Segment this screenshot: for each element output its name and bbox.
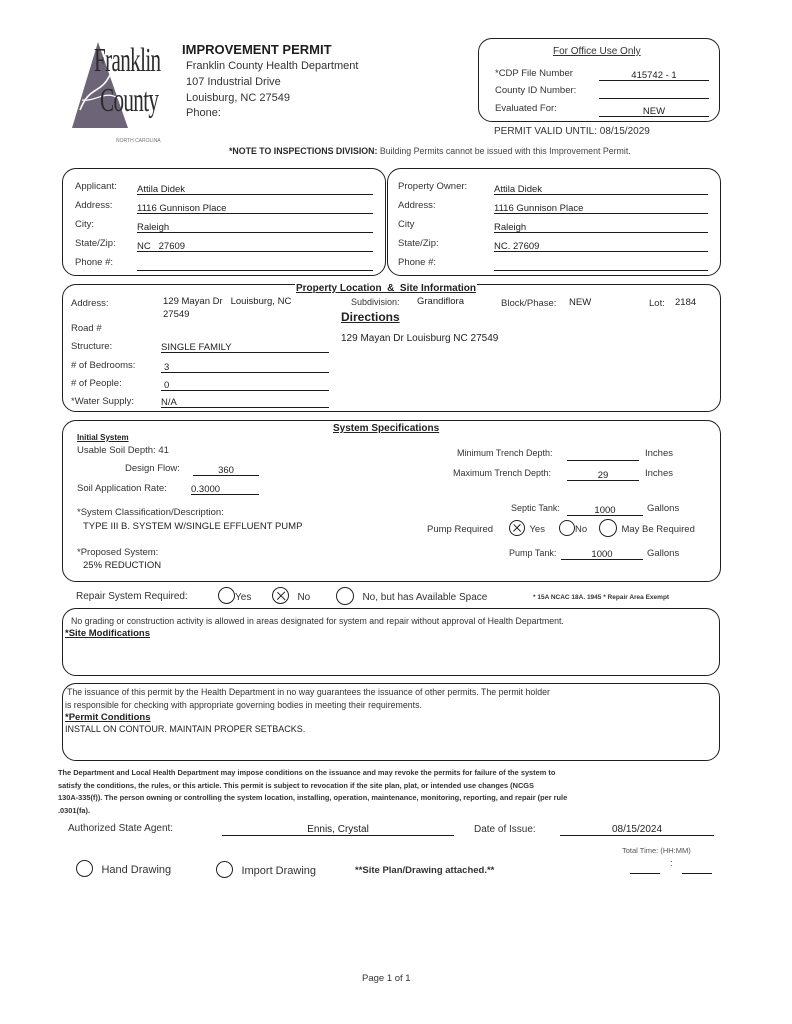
- office-use-box: [478, 38, 720, 122]
- owner-name-label: Property Owner:: [398, 181, 468, 192]
- repair-option-yes[interactable]: Yes: [218, 587, 251, 605]
- legal-line-4: .0301(fa).: [58, 805, 91, 815]
- total-time-hours[interactable]: [630, 862, 660, 874]
- min-trench-field: [567, 445, 639, 461]
- min-trench-label: Minimum Trench Depth:: [457, 448, 553, 458]
- county-id-label: County ID Number:: [495, 85, 577, 96]
- classification-label: *System Classification/Description:: [77, 507, 224, 518]
- import-drawing-option[interactable]: Import Drawing: [216, 861, 316, 879]
- applicant-phone-label: Phone #:: [75, 257, 114, 268]
- usable-soil-depth: Usable Soil Depth: 41: [77, 445, 169, 456]
- bedrooms-field: 3: [161, 357, 329, 373]
- applicant-city-field: Raleigh: [137, 217, 373, 233]
- property-address-line1: 129 Mayan Dr Louisburg, NC: [163, 296, 292, 307]
- evaluated-for-label: Evaluated For:: [495, 103, 557, 114]
- total-time-sep: :: [670, 858, 673, 869]
- system-box: [62, 420, 721, 582]
- issuance-notice-1: The issuance of this permit by the Health Department in no way guarantees the issuance of other permits. The permit holder: [67, 687, 550, 697]
- owner-box: [387, 168, 721, 276]
- permit-valid-until: PERMIT VALID UNTIL: 08/15/2029: [494, 126, 650, 137]
- department-street: 107 Industrial Drive: [186, 76, 281, 88]
- max-trench-label: Maximum Trench Depth:: [453, 468, 552, 478]
- property-address-line2: 27549: [163, 309, 190, 320]
- proposed-system-value: 25% REDUCTION: [83, 560, 162, 571]
- owner-statezip-field: NC. 27609: [494, 236, 708, 252]
- grading-notice: No grading or construction activity is allowed in areas designated for system and repair without approval of Health Department.: [71, 616, 564, 626]
- legal-line-2: satisfy the conditions, the rules, or this article. This permit is subject to revocation if the site plan, plat, or intended use changes (NCGS: [58, 780, 534, 790]
- owner-address-field: 1116 Gunnison Place: [494, 198, 708, 214]
- repair-no-radio[interactable]: [272, 587, 289, 604]
- block-phase-label: Block/Phase:: [501, 298, 557, 309]
- repair-space-radio[interactable]: [336, 587, 354, 605]
- hand-drawing-option[interactable]: Hand Drawing: [76, 860, 171, 878]
- date-issue-field: 08/15/2024: [560, 819, 714, 836]
- proposed-system-label: *Proposed System:: [77, 547, 159, 558]
- agent-field: Ennis, Crystal: [222, 819, 454, 836]
- system-heading: System Specifications: [333, 423, 440, 434]
- pump-maybe-radio[interactable]: [599, 519, 617, 537]
- cdp-file-label: *CDP File Number: [495, 68, 573, 79]
- site-modifications-heading: *Site Modifications: [65, 628, 150, 639]
- applicant-statezip-field: NC 27609: [137, 236, 373, 252]
- max-trench-unit: Inches: [645, 468, 673, 479]
- department-name: Franklin County Health Department: [186, 60, 359, 72]
- septic-tank-label: Septic Tank:: [511, 503, 560, 513]
- road-label: Road #: [71, 323, 102, 334]
- inspection-note: [229, 146, 631, 156]
- total-time-minutes[interactable]: [682, 862, 712, 874]
- design-flow-label: Design Flow:: [125, 463, 180, 474]
- soil-rate-label: Soil Application Rate:: [77, 483, 167, 494]
- import-drawing-radio[interactable]: [216, 861, 233, 878]
- applicant-box: [62, 168, 386, 276]
- applicant-name-field: Attila Didek: [137, 179, 373, 195]
- pump-tank-label: Pump Tank:: [509, 548, 557, 558]
- logo-county: County: [100, 82, 159, 119]
- office-use-title: For Office Use Only: [553, 46, 641, 57]
- repair-yes-radio[interactable]: [218, 587, 235, 604]
- septic-tank-unit: Gallons: [647, 503, 680, 514]
- owner-address-label: Address:: [398, 200, 436, 211]
- permit-conditions-text: INSTALL ON CONTOUR. MAINTAIN PROPER SETBACKS.: [65, 724, 306, 734]
- water-supply-label: *Water Supply:: [71, 396, 135, 407]
- pump-option-yes[interactable]: Yes: [509, 519, 545, 537]
- pump-no-radio[interactable]: [559, 520, 575, 536]
- repair-required-label: Repair System Required:: [76, 591, 188, 602]
- legal-text: [58, 767, 567, 817]
- issuance-notice-2: is responsible for checking with appropriate governing bodies in meeting their requirements.: [65, 700, 422, 710]
- applicant-address-label: Address:: [75, 200, 113, 211]
- site-plan-attached: **Site Plan/Drawing attached.**: [355, 865, 495, 876]
- department-phone-label: Phone:: [186, 107, 221, 119]
- applicant-phone-field: [137, 255, 373, 271]
- people-field: 0: [161, 375, 329, 391]
- total-time-label: Total Time: (HH:MM): [622, 846, 691, 855]
- repair-exempt-note: * 15A NCAC 18A. 1945 * Repair Area Exempt: [533, 594, 670, 601]
- design-flow-field: 360: [193, 460, 259, 476]
- water-supply-field: N/A: [161, 392, 329, 408]
- agent-label: Authorized State Agent:: [68, 823, 174, 834]
- applicant-address-field: 1116 Gunnison Place: [137, 198, 373, 214]
- people-label: # of People:: [71, 378, 122, 389]
- permit-title: IMPROVEMENT PERMIT: [182, 42, 332, 57]
- inspection-note-label: *NOTE TO INSPECTIONS DIVISION:: [229, 146, 378, 156]
- date-issue-label: Date of Issue:: [474, 824, 536, 835]
- legal-line-1: The Department and Local Health Department may impose conditions on the issuance and may revoke the permits for failure of the system to: [58, 768, 556, 777]
- property-box: [62, 284, 721, 412]
- classification-value: TYPE III B. SYSTEM W/SINGLE EFFLUENT PUMP: [83, 521, 303, 532]
- county-id-field: [599, 83, 709, 99]
- inspection-note-text: Building Permits cannot be issued with this Improvement Permit.: [379, 146, 631, 156]
- lot-label: Lot:: [649, 298, 665, 309]
- evaluated-for-field: NEW: [599, 101, 709, 117]
- pump-option-maybe[interactable]: May Be Required: [599, 519, 695, 537]
- directions-text: 129 Mayan Dr Louisburg NC 27549: [341, 333, 499, 344]
- owner-statezip-label: State/Zip:: [398, 238, 439, 249]
- subdivision-value: Grandiflora: [417, 296, 464, 307]
- owner-name-field: Attila Didek: [494, 179, 708, 195]
- repair-option-space[interactable]: No, but has Available Space: [336, 587, 487, 605]
- permit-conditions-heading: *Permit Conditions: [65, 712, 151, 723]
- min-trench-unit: Inches: [645, 448, 673, 459]
- repair-option-no[interactable]: No: [272, 587, 310, 605]
- initial-system-heading: Initial System: [77, 433, 129, 442]
- cdp-file-field: 415742 - 1: [599, 65, 709, 81]
- max-trench-field: 29: [567, 465, 639, 481]
- department-city: Louisburg, NC 27549: [186, 92, 290, 104]
- pump-required-label: Pump Required: [427, 524, 494, 535]
- logo-franklin: Franklin: [94, 42, 161, 79]
- applicant-name-label: Applicant:: [75, 181, 117, 192]
- site-modifications-box: [62, 608, 720, 676]
- bedrooms-label: # of Bedrooms:: [71, 360, 136, 371]
- pump-tank-unit: Gallons: [647, 548, 680, 559]
- owner-phone-field: [494, 255, 708, 271]
- owner-city-label: City: [398, 219, 415, 230]
- applicant-city-label: City:: [75, 219, 94, 230]
- hand-drawing-radio[interactable]: [76, 860, 93, 877]
- pump-tank-field: 1000: [561, 544, 643, 560]
- soil-rate-field: 0.3000: [191, 479, 259, 495]
- block-phase-value: NEW: [569, 297, 592, 308]
- property-address-label: Address:: [71, 298, 109, 309]
- applicant-statezip-label: State/Zip:: [75, 238, 116, 249]
- property-heading: Property Location & Site Information: [296, 283, 477, 294]
- structure-label: Structure:: [71, 341, 113, 352]
- logo-tagline: NORTH CAROLINA: [116, 138, 161, 144]
- structure-field: SINGLE FAMILY: [161, 337, 329, 353]
- directions-heading: Directions: [341, 310, 400, 324]
- permit-conditions-box: [62, 683, 720, 761]
- owner-phone-label: Phone #:: [398, 257, 437, 268]
- pump-option-no[interactable]: No: [559, 519, 587, 537]
- county-logo: [70, 40, 170, 150]
- owner-city-field: Raleigh: [494, 217, 708, 233]
- pump-yes-radio[interactable]: [509, 520, 525, 536]
- lot-value: 2184: [675, 297, 697, 308]
- page-number: Page 1 of 1: [362, 973, 411, 984]
- subdivision-label: Subdivision:: [351, 297, 400, 307]
- septic-tank-field: 1000: [567, 500, 643, 516]
- legal-line-3: 130A-335(f)). The person owning or controlling the system location, installing, operation, maintenance, monitoring, reporting, and repair (per rule: [58, 793, 568, 802]
